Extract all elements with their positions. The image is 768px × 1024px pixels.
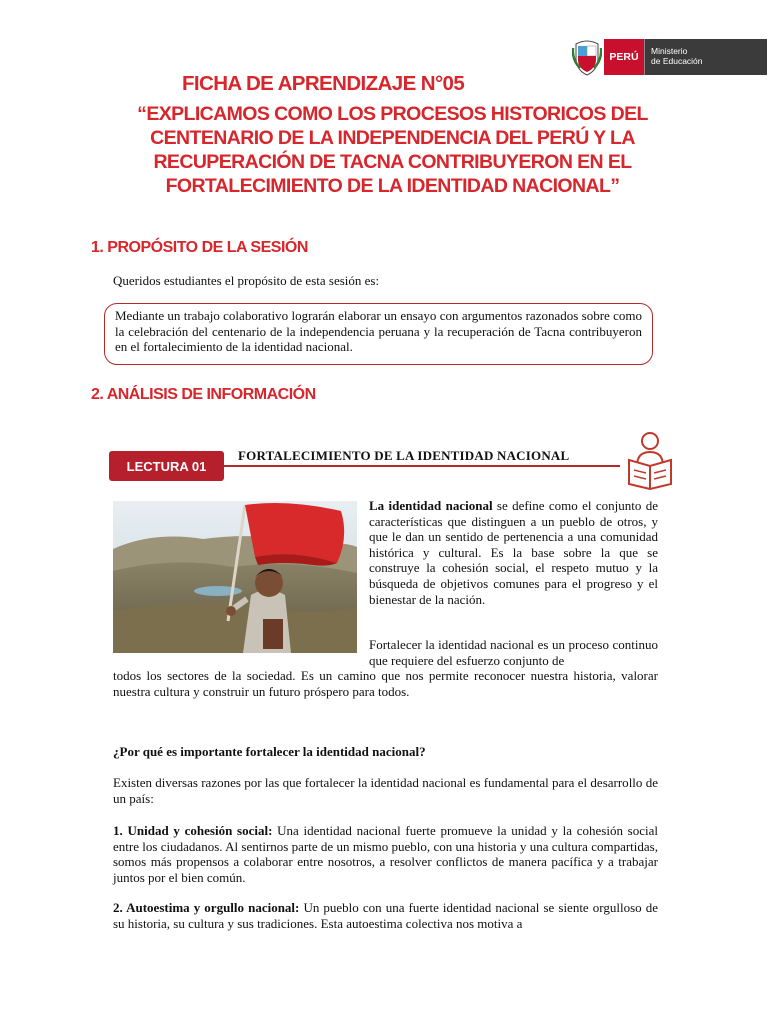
lectura-divider bbox=[224, 465, 620, 467]
reason-self-esteem-title: 2. Autoestima y orgullo nacional: bbox=[113, 900, 300, 915]
child-with-flag-photo bbox=[113, 501, 357, 653]
purpose-intro: Queridos estudiantes el propósito de esta sesión es: bbox=[113, 273, 380, 288]
question-heading: ¿Por qué es importante fortalecer la identidad nacional? bbox=[113, 744, 426, 759]
reading-person-icon bbox=[625, 430, 675, 490]
peru-label: PERÚ bbox=[604, 39, 644, 75]
section-heading-analysis: 2. ANÁLISIS DE INFORMACIÓN bbox=[91, 386, 316, 403]
identity-term: La identidad nacional bbox=[369, 498, 493, 513]
page-title: FICHA DE APRENDIZAJE N°05 bbox=[182, 72, 465, 95]
section-heading-purpose: 1. PROPÓSITO DE LA SESIÓN bbox=[91, 239, 308, 256]
reason-self-esteem bbox=[113, 900, 658, 931]
reason-unity-text: Una identidad nacional fuerte promueve la unidad y la cohesión social entre los ciudadanos. Al sentirnos parte de un mismo pueblo, con una historia y una cultura compartidas, somos más propensos a colaborar entre nosotros, a resolver conflictos de manera pacífica y a trabajar juntos por el bien común. bbox=[113, 823, 658, 885]
coat-of-arms-icon bbox=[572, 38, 602, 76]
reason-unity-title: 1. Unidad y cohesión social: bbox=[113, 823, 273, 838]
ministry-name bbox=[644, 39, 767, 75]
paragraph-strengthen-part2: todos los sectores de la sociedad. Es un camino que nos permite reconocer nuestra historia, valorar nuestra cultura y construir un futuro próspero para todos. bbox=[113, 668, 658, 699]
paragraph-strengthen-part1: Fortalecer la identidad nacional es un proceso continuo que requiere del esfuerzo conjunto de bbox=[369, 637, 658, 668]
paragraph-identity-definition bbox=[369, 498, 658, 607]
identity-definition: se define como el conjunto de características que distinguen a un pueblo de otros, y que le dan un sentido de pertenencia a una comunidad histórica y cultural. Es la base sobre la que se construye la cohesión social, el respeto mutuo y la búsqueda de objetivos comunes para el progreso y el bienestar de la nación. bbox=[369, 498, 658, 607]
reason-unity bbox=[113, 823, 658, 885]
page-subtitle: “EXPLICAMOS COMO LOS PROCESOS HISTORICOS DEL CENTENARIO DE LA INDEPENDENCIA DEL PERÚ Y LA RECUPERACIÓN DE TACNA CONTRIBUYERON EN EL FORTALECIMIENTO DE LA IDENTIDAD NACIONAL” bbox=[137, 103, 648, 197]
reasons-intro: Existen diversas razones por las que fortalecer la identidad nacional es fundamental para el desarrollo de un país: bbox=[113, 775, 658, 806]
lectura-badge: LECTURA 01 bbox=[109, 451, 224, 481]
ministry-logo bbox=[572, 38, 767, 76]
lectura-title: FORTALECIMIENTO DE LA IDENTIDAD NACIONAL bbox=[238, 448, 570, 463]
purpose-box bbox=[104, 303, 653, 365]
ministry-line-2: de Educación bbox=[651, 56, 703, 66]
ministry-line-1: Ministerio bbox=[651, 46, 688, 56]
reason-self-esteem-text: Un pueblo con una fuerte identidad nacional se siente orgulloso de su historia, su cultura y sus tradiciones. Esta autoestima colectiva nos motiva a bbox=[113, 900, 658, 931]
purpose-text: Mediante un trabajo colaborativo lograrán elaborar un ensayo con argumentos razonados sobre como la celebración del centenario de la independencia peruana y la recuperación de Tacna contribuyeron en el fortalecimiento de la identidad nacional. bbox=[115, 308, 642, 355]
